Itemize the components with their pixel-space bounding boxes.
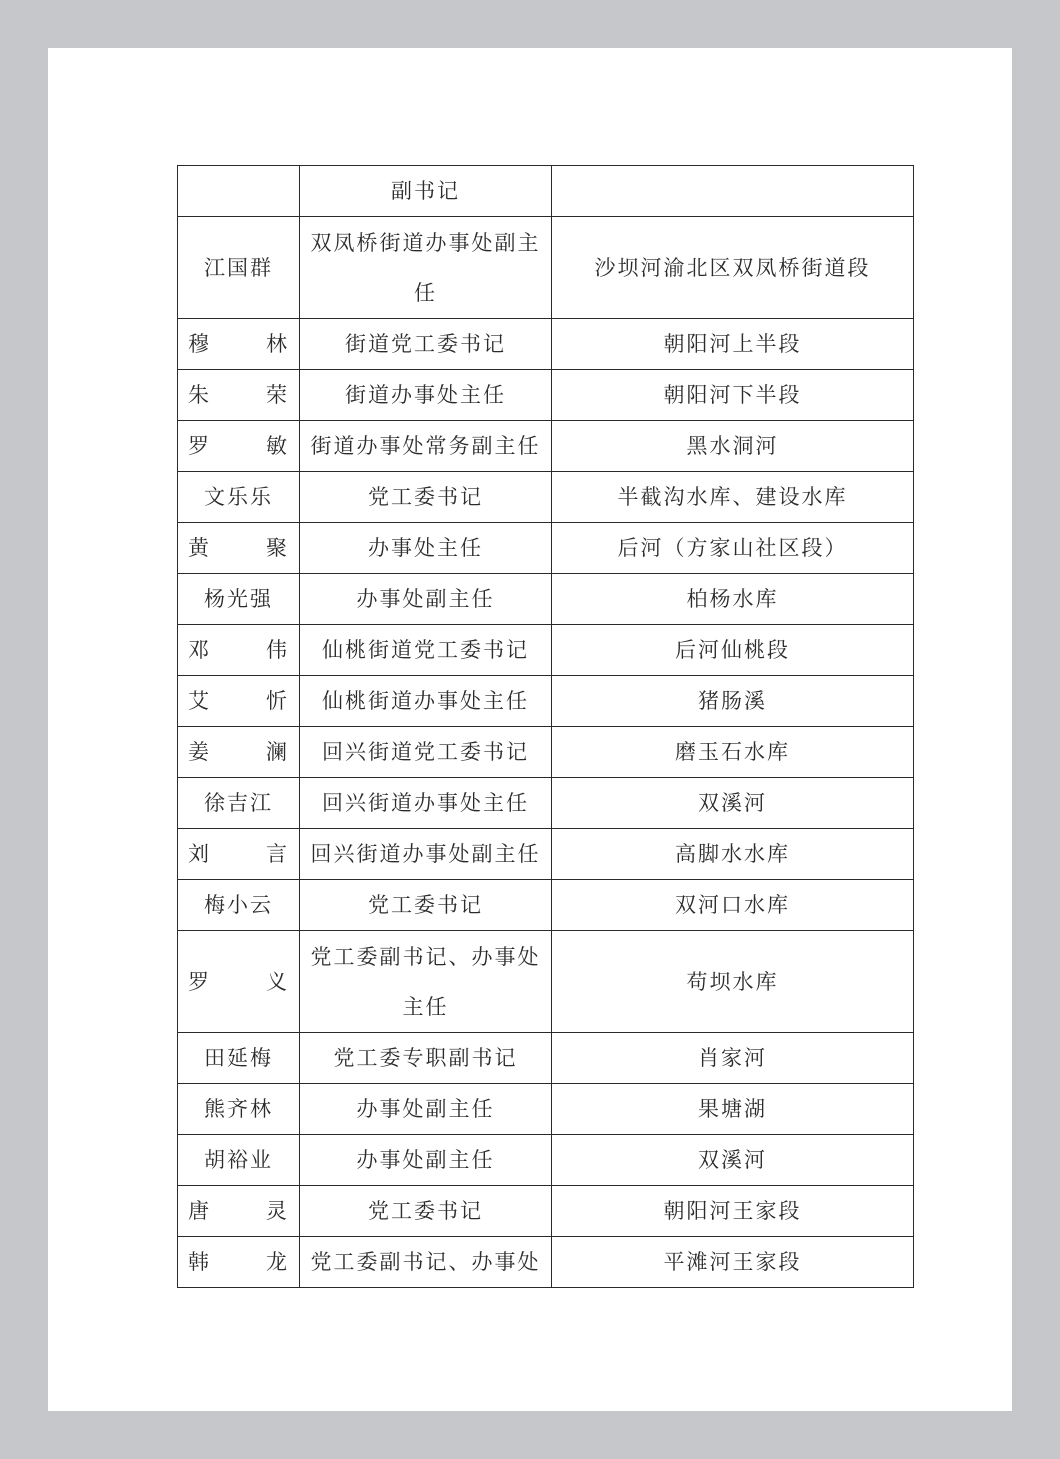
title-cell: 仙桃街道办事处主任 xyxy=(300,676,552,727)
title-cell: 街道办事处主任 xyxy=(300,370,552,421)
title-cell: 双凤桥街道办事处副主任 xyxy=(300,217,552,319)
area-cell: 磨玉石水库 xyxy=(552,727,914,778)
table-row xyxy=(178,319,914,370)
table-row xyxy=(178,1135,914,1186)
title-cell: 党工委书记 xyxy=(300,880,552,931)
name-cell: 文乐乐 xyxy=(178,472,300,523)
table-row xyxy=(178,1237,914,1288)
title-cell: 党工委专职副书记 xyxy=(300,1033,552,1084)
title-cell: 党工委副书记、办事处 xyxy=(300,1237,552,1288)
area-cell: 平滩河王家段 xyxy=(552,1237,914,1288)
title-cell: 党工委副书记、办事处主任 xyxy=(300,931,552,1033)
area-cell xyxy=(552,166,914,217)
name-cell: 黄 聚 xyxy=(178,523,300,574)
document-page xyxy=(48,48,1012,1411)
area-cell: 黑水洞河 xyxy=(552,421,914,472)
area-cell: 果塘湖 xyxy=(552,1084,914,1135)
name-cell: 罗 义 xyxy=(178,931,300,1033)
title-cell: 街道党工委书记 xyxy=(300,319,552,370)
table-row xyxy=(178,421,914,472)
area-cell: 双溪河 xyxy=(552,1135,914,1186)
title-cell: 回兴街道党工委书记 xyxy=(300,727,552,778)
title-cell: 党工委书记 xyxy=(300,1186,552,1237)
name-cell xyxy=(178,166,300,217)
name-cell: 艾 忻 xyxy=(178,676,300,727)
title-cell: 办事处副主任 xyxy=(300,574,552,625)
area-cell: 朝阳河下半段 xyxy=(552,370,914,421)
name-cell: 姜 澜 xyxy=(178,727,300,778)
title-cell: 办事处主任 xyxy=(300,523,552,574)
name-cell: 梅小云 xyxy=(178,880,300,931)
table-row xyxy=(178,778,914,829)
table-row xyxy=(178,625,914,676)
title-cell: 副书记 xyxy=(300,166,552,217)
table-row xyxy=(178,472,914,523)
table-row xyxy=(178,829,914,880)
name-cell: 田延梅 xyxy=(178,1033,300,1084)
title-cell: 回兴街道办事处副主任 xyxy=(300,829,552,880)
area-cell: 朝阳河王家段 xyxy=(552,1186,914,1237)
area-cell: 后河仙桃段 xyxy=(552,625,914,676)
table-row xyxy=(178,1033,914,1084)
area-cell: 双河口水库 xyxy=(552,880,914,931)
area-cell: 沙坝河渝北区双凤桥街道段 xyxy=(552,217,914,319)
name-cell: 徐吉江 xyxy=(178,778,300,829)
name-cell: 熊齐林 xyxy=(178,1084,300,1135)
title-cell: 街道办事处常务副主任 xyxy=(300,421,552,472)
table-row xyxy=(178,931,914,1033)
area-cell: 肖家河 xyxy=(552,1033,914,1084)
name-cell: 邓 伟 xyxy=(178,625,300,676)
table-row xyxy=(178,523,914,574)
area-cell: 柏杨水库 xyxy=(552,574,914,625)
area-cell: 苟坝水库 xyxy=(552,931,914,1033)
name-cell: 朱 荣 xyxy=(178,370,300,421)
title-cell: 党工委书记 xyxy=(300,472,552,523)
area-cell: 双溪河 xyxy=(552,778,914,829)
area-cell: 后河（方家山社区段） xyxy=(552,523,914,574)
table-row xyxy=(178,727,914,778)
name-cell: 唐 灵 xyxy=(178,1186,300,1237)
table-row xyxy=(178,676,914,727)
area-cell: 半截沟水库、建设水库 xyxy=(552,472,914,523)
table-row xyxy=(178,166,914,217)
table-row xyxy=(178,574,914,625)
table-row xyxy=(178,217,914,319)
name-cell: 刘 言 xyxy=(178,829,300,880)
table-row xyxy=(178,1084,914,1135)
area-cell: 猪肠溪 xyxy=(552,676,914,727)
table-row xyxy=(178,880,914,931)
name-cell: 江国群 xyxy=(178,217,300,319)
title-cell: 办事处副主任 xyxy=(300,1084,552,1135)
name-cell: 穆 林 xyxy=(178,319,300,370)
title-cell: 办事处副主任 xyxy=(300,1135,552,1186)
name-cell: 胡裕业 xyxy=(178,1135,300,1186)
title-cell: 仙桃街道党工委书记 xyxy=(300,625,552,676)
name-cell: 罗 敏 xyxy=(178,421,300,472)
title-cell: 回兴街道办事处主任 xyxy=(300,778,552,829)
name-cell: 韩 龙 xyxy=(178,1237,300,1288)
area-cell: 朝阳河上半段 xyxy=(552,319,914,370)
table-row xyxy=(178,370,914,421)
name-cell: 杨光强 xyxy=(178,574,300,625)
river-chief-table xyxy=(177,165,914,1288)
area-cell: 高脚水水库 xyxy=(552,829,914,880)
table-row xyxy=(178,1186,914,1237)
